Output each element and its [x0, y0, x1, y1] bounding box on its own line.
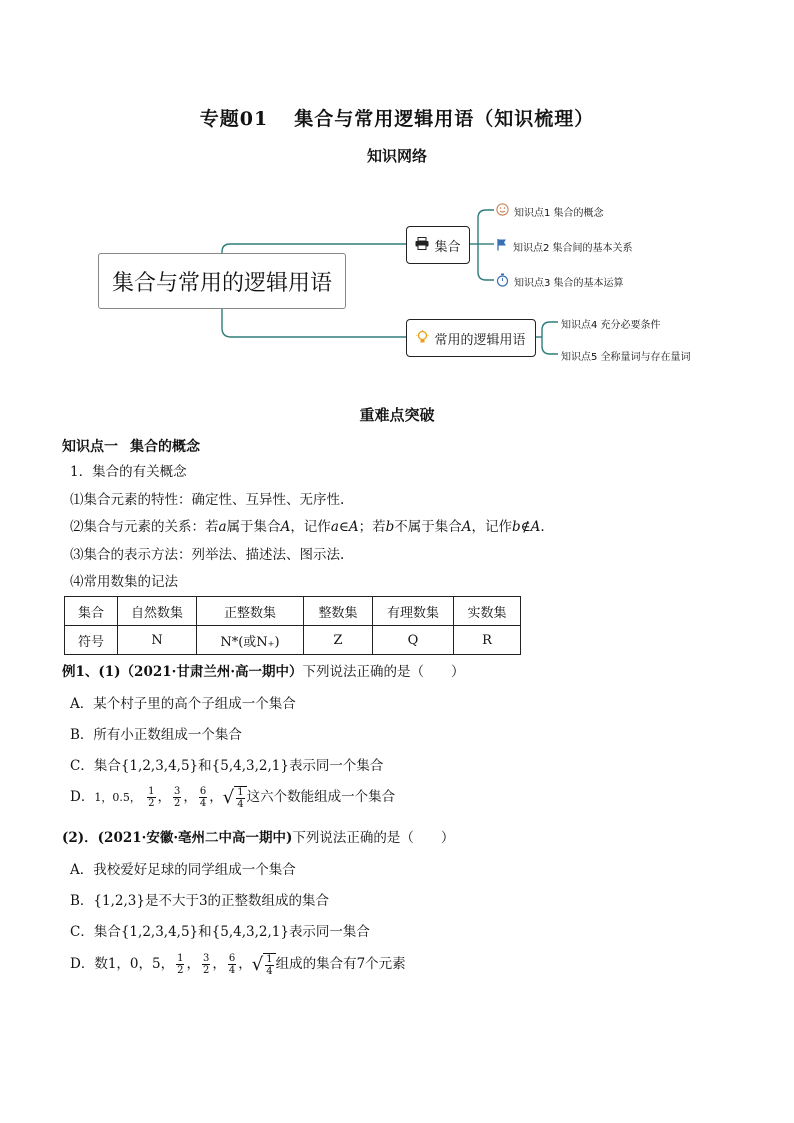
fraction — [236, 787, 244, 810]
fraction — [199, 786, 207, 809]
mindmap-leaf-1[interactable] — [496, 203, 604, 219]
branch-logic-label: 常用的逻辑用语 — [434, 332, 526, 348]
square-root: √ $\frac{1}{4}$ — [252, 953, 276, 977]
opt-d-suffix: 这六个数能组成一个集合 — [246, 789, 396, 805]
fraction — [265, 954, 273, 977]
opt-c-set-1: {1,2,3,4,5} — [120, 924, 199, 940]
opt-c-text-c: 表示同一集合 — [288, 924, 370, 940]
table-cell: 有理数集 — [373, 597, 454, 626]
opt-d-numbers: 1，0.5， — [94, 791, 141, 804]
example-1-option-a[interactable]: A．某个村子里的高个子组成一个集合 — [70, 696, 296, 712]
table-cell: 自然数集 — [118, 597, 197, 626]
opt-c-text-a: C．集合 — [70, 758, 121, 774]
example-2-option-d[interactable]: D．数1，0，5， $\frac{1}{2}$ ， $\frac{3}{2}$ ， $\frac{6}{4}$ ， √ $\frac{1}{4}$ 组成的集合有7个元素 — [70, 953, 406, 977]
example-1-question: 下列说法正确的是（ ） — [302, 664, 465, 680]
leaf-2-label: 知识点2 集合间的基本关系 — [513, 242, 633, 254]
section-title: 重难点突破 — [359, 406, 435, 424]
mindmap-connectors — [0, 0, 794, 400]
opt-c-set-1: {1,2,3,4,5} — [120, 758, 199, 774]
opt-c-text-b: 和 — [198, 924, 212, 940]
table-cell: 实数集 — [454, 597, 521, 626]
square-root: √ $\frac{1}{4}$ — [223, 786, 247, 810]
table-cell: R — [454, 626, 521, 655]
paragraph-relation — [70, 515, 545, 535]
example-1-option-d[interactable]: D．1，0.5， $\frac{1}{2}$ ， $\frac{3}{2}$ ， $\frac{6}{4}$ ， √ $\frac{1}{4}$ 这六个数能组成一个集合 — [70, 786, 396, 810]
knowledge-point-heading — [62, 436, 200, 456]
p2-e: 不属于集合 — [394, 519, 462, 535]
numerator: 1 — [177, 953, 184, 964]
table-row — [65, 626, 521, 655]
connector-a-leaf1 — [478, 210, 494, 244]
smiley-icon — [496, 203, 509, 219]
p2-c: ，记作 — [290, 519, 331, 535]
paragraph-number-sets: ⑷常用数集的记法 — [70, 574, 178, 590]
denominator: 4 — [237, 798, 244, 810]
example-2-option-c[interactable] — [70, 920, 370, 940]
mindmap-branch-sets[interactable] — [406, 226, 470, 264]
table-cell: 正整数集 — [197, 597, 304, 626]
leaf-1-label: 知识点1 集合的概念 — [514, 207, 604, 219]
title-text: 集合与常用逻辑用语（知识梳理） — [294, 108, 595, 130]
p2-f: ，记作 — [471, 519, 513, 535]
p2-d: ；若 — [358, 519, 386, 535]
p2-a: ⑵集合与元素的关系：若 — [70, 519, 219, 535]
flag-icon — [496, 238, 508, 254]
opt-b-text: 是不大于3的正整数组成的集合 — [144, 893, 330, 909]
lightbulb-icon — [416, 330, 429, 347]
connector-a-leaf3 — [478, 244, 494, 280]
fraction — [147, 786, 155, 809]
numerator: 6 — [228, 953, 236, 964]
denominator: 4 — [228, 965, 236, 976]
numerator: 3 — [202, 953, 210, 964]
fraction — [176, 953, 184, 976]
denominator: 2 — [148, 798, 155, 809]
example-1-label: 例1、(1)（2021·甘肃兰州·高一期中） — [62, 664, 303, 680]
table-header-row — [65, 597, 521, 626]
connector-b-leaf1 — [542, 322, 558, 337]
example-1-option-b[interactable]: B．所有小正数组成一个集合 — [70, 727, 242, 743]
table-cell: N*(或N₊) — [197, 626, 304, 655]
subtitle: 知识网络 — [366, 147, 427, 165]
p2-var-A2: A — [461, 519, 472, 535]
connector-root-b — [222, 307, 406, 337]
example-1-stem — [62, 660, 465, 680]
numerator: 1 — [266, 953, 273, 965]
example-1-option-c[interactable] — [70, 754, 383, 774]
opt-c-text-b: 和 — [198, 758, 212, 774]
denominator: 2 — [174, 798, 181, 809]
paragraph-properties: ⑴集合元素的特性：确定性、互异性、无序性. — [70, 492, 345, 508]
opt-c-set-2: {5,4,3,2,1} — [211, 924, 289, 940]
table-cell: 整数集 — [304, 597, 373, 626]
table-cell: Z — [304, 626, 373, 655]
mindmap-leaf-2[interactable] — [496, 238, 633, 254]
connector-b-leaf2 — [542, 337, 558, 354]
printer-icon — [415, 237, 429, 253]
leaf-3-label: 知识点3 集合的基本运算 — [514, 278, 624, 289]
fraction — [173, 786, 181, 809]
leaf-4-label: 知识点4 充分必要条件 — [561, 320, 661, 331]
table-cell: N — [118, 626, 197, 655]
mindmap-root[interactable]: 集合与常用的逻辑用语 — [98, 253, 346, 309]
fraction — [228, 953, 236, 976]
mindmap-leaf-4[interactable] — [561, 316, 661, 331]
numerator: 6 — [199, 786, 207, 797]
denominator: 2 — [177, 965, 184, 976]
numerator: 1 — [237, 786, 244, 798]
p2-rel1: a∈A — [330, 519, 359, 535]
opt-c-set-2: {5,4,3,2,1} — [211, 758, 289, 774]
mindmap-leaf-3[interactable] — [496, 273, 624, 290]
kp-title: 集合的概念 — [130, 439, 200, 455]
table-cell: 符号 — [65, 626, 118, 655]
number-sets-table — [64, 596, 521, 655]
concept-heading: 1．集合的有关概念 — [70, 464, 187, 480]
opt-d-prefix: D．数1，0，5， — [70, 956, 175, 972]
example-2-option-b[interactable] — [70, 889, 329, 909]
example-2-question: 下列说法正确的是（ ） — [292, 830, 455, 846]
denominator: 2 — [202, 965, 210, 976]
title-number: 专题01 — [199, 108, 269, 130]
connector-root-a — [222, 244, 406, 253]
example-2-option-a[interactable]: A．我校爱好足球的同学组成一个集合 — [70, 862, 296, 878]
mindmap-leaf-5[interactable] — [561, 348, 691, 363]
p2-b: 属于集合 — [226, 519, 281, 535]
table-cell: Q — [373, 626, 454, 655]
p2-var-a: a — [218, 519, 227, 535]
p2-var-A: A — [280, 519, 291, 535]
numerator: 3 — [174, 786, 181, 797]
example-2-stem — [62, 826, 454, 846]
example-2-label: (2)．(2021·安徽·亳州二中高一期中) — [62, 830, 293, 846]
denominator: 4 — [199, 798, 207, 809]
denominator: 4 — [266, 965, 273, 977]
p2-var-b: b — [385, 519, 395, 535]
opt-d-prefix: D． — [70, 789, 95, 805]
kp-label: 知识点一 — [62, 439, 118, 455]
p2-g: . — [540, 519, 545, 535]
opt-d-suffix: 组成的集合有7个元素 — [275, 956, 406, 972]
branch-sets-label: 集合 — [434, 239, 461, 255]
numerator: 1 — [148, 786, 155, 797]
opt-b-set: {1,2,3} — [93, 893, 145, 909]
mindmap-branch-logic[interactable] — [406, 319, 536, 357]
opt-b-prefix: B． — [70, 893, 94, 909]
paragraph-representation: ⑶集合的表示方法：列举法、描述法、图示法. — [70, 547, 345, 563]
opt-c-text-c: 表示同一个集合 — [288, 758, 384, 774]
leaf-5-label: 知识点5 全称量词与存在量词 — [561, 352, 691, 363]
fraction — [202, 953, 210, 976]
table-cell: 集合 — [65, 597, 118, 626]
opt-c-text-a: C．集合 — [70, 924, 121, 940]
p2-rel2: b∉A — [512, 519, 541, 535]
stopwatch-icon — [496, 273, 509, 290]
